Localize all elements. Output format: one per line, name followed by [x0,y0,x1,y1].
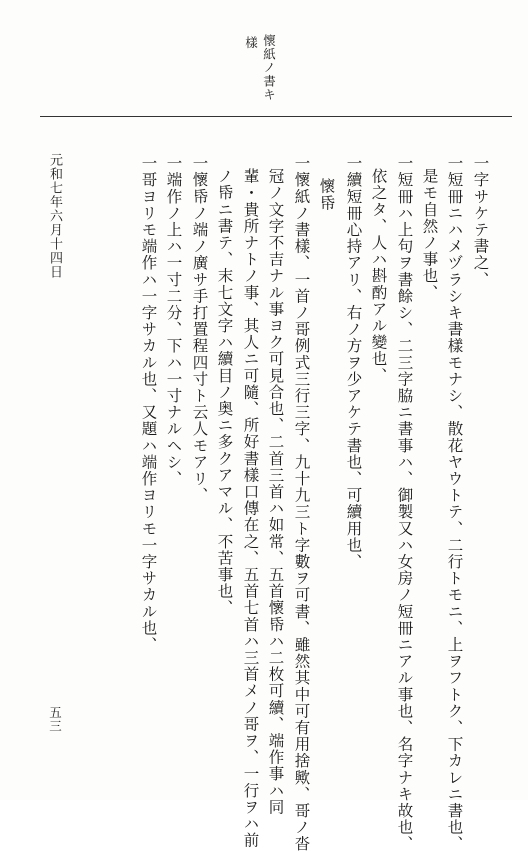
text-line-5: 依之タ、人ハ斟酌アル變也、 [369,168,388,384]
text-line-8: 冠ノ文字不吉ナル事ヨク可見合也、二首三首ハ如常、五首懷帋ハ二枚可續、端作事ハ同 [266,168,285,816]
text-line-3: 是モ自然ノ事也、 [420,168,439,301]
page-number: 五三 [47,706,63,733]
section-heading: 懷帋 [317,178,336,212]
text-line-4: 一短冊ハ上句ヲ書餘シ、二三字脇ニ書事ハ、御製又ハ女房ノ短冊ニアル事也、名字ナキ故也、 [395,155,414,852]
text-line-12: 一端作ノ上ハ一寸二分、下ハ一寸ナルヘシ、 [164,155,183,487]
text-line-2: 一短冊ニハメヅラシキ書樣モナシ、散花ヤウトテ、二行トモニ、上ヲフトク、下カレニ書也、 [445,155,464,852]
text-line-1: 一字サケテ書之、 [471,155,490,288]
text-line-6: 一續短冊心持アリ、右ノ方ヲ少アケテ書也、可續用也、 [344,155,363,570]
running-title: 懷紙ノ書キ [261,34,277,102]
text-line-11: 一懷帋ノ端ノ廣サ手打置程四寸ト云人モアリ、 [190,155,209,504]
date-line: 元和七年六月十四日 [47,153,62,279]
header-rule [40,116,512,117]
text-line-10: ノ帋ニ書テ、末七文字ハ續目ノ奥ニ多クアマル、不苦事也、 [215,168,234,617]
running-subtitle: 樣 [243,36,259,50]
text-line-9: 輩・貴所ナトノ事、其人ニ可隨、所好書樣口傳在之、五首七首ハ三首メノ哥ヲ、一行ヲハ前 [241,168,260,849]
text-line-13: 一哥ヨリモ端作ハ一字サカル也、又題ハ端作ヨリモ一字サカル也、 [139,155,158,653]
text-line-7: 一懷紙ノ書樣、一首ノ哥例式三行三字、九十九三ト字數ヲ可書、雖然其中可有用捨歟、哥ノ沓 [292,155,311,852]
